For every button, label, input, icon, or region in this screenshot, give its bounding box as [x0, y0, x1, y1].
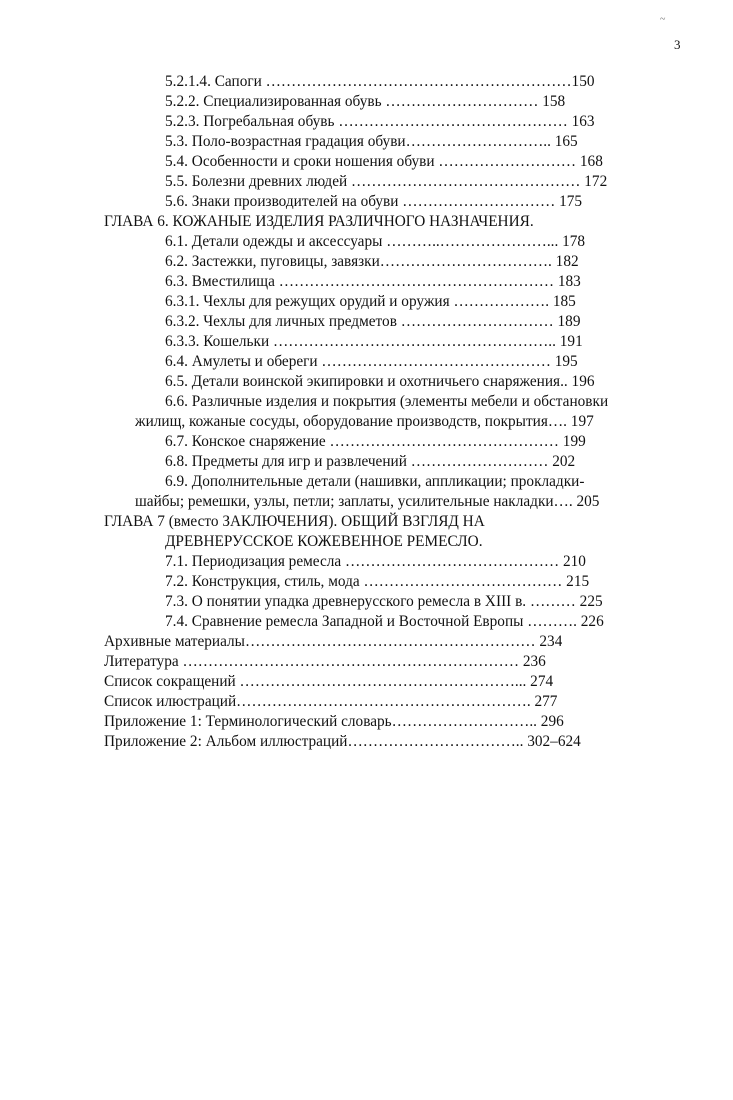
- toc-entry-6-3: 6.3. Вместилища ……………………………………………… 183: [165, 273, 581, 290]
- toc-entry-6-1: 6.1. Детали одежды и аксессуары ………..…………………... 178: [165, 233, 586, 250]
- toc-entry-6-8: 6.8. Предметы для игр и развлечений ……………………… 202: [165, 453, 576, 470]
- toc-entry-archive: Архивные материалы………………………………………………… 234: [104, 633, 563, 650]
- toc-entry-5-5: 5.5. Болезни древних людей ……………………………………… 172: [165, 173, 608, 190]
- toc-entry-6-4: 6.4. Амулеты и обереги ……………………………………… 195: [165, 353, 578, 370]
- toc-entry-5-3: 5.3. Поло-возрастная градация обуви……………………….. 165: [165, 133, 578, 150]
- toc-entry-6-3-3: 6.3.3. Кошельки ……………………………………………….. 191: [165, 333, 583, 350]
- toc-chapter-6-heading: ГЛАВА 6. КОЖАНЫЕ ИЗДЕЛИЯ РАЗЛИЧНОГО НАЗНАЧЕНИЯ.: [104, 213, 534, 230]
- toc-entry-literature: Литература ………………………………………………………… 236: [104, 653, 546, 670]
- corner-mark: ~: [660, 14, 666, 25]
- toc-entry-appendix-2: Приложение 2: Альбом иллюстраций…………………………….. 302–624: [104, 733, 581, 750]
- toc-entry-illustrations-list: Список илюстраций…………………………………………………. 277: [104, 693, 558, 710]
- page-number: 3: [674, 37, 681, 52]
- toc-entry-6-6-line-1: 6.6. Различные изделия и покрытия (элементы мебели и обстановки: [165, 393, 609, 410]
- toc-entry-appendix-1: Приложение 1: Терминологический словарь……………………….. 296: [104, 713, 564, 730]
- toc-entry-5-2-2: 5.2.2. Специализированная обувь ………………………… 158: [165, 93, 566, 110]
- toc-entry-6-3-1: 6.3.1. Чехлы для режущих орудий и оружия ………………. 185: [165, 293, 576, 310]
- toc-entry-7-1: 7.1. Периодизация ремесла …………………………………… 210: [165, 553, 586, 570]
- toc-entry-6-6-line-2: жилищ, кожаные сосуды, оборудование производств, покрытия…. 197: [135, 413, 594, 430]
- toc-chapter-7-heading-line-2: ДРЕВНЕРУССКОЕ КОЖЕВЕННОЕ РЕМЕСЛО.: [165, 533, 483, 550]
- toc-entry-6-7: 6.7. Конское снаряжение ……………………………………… 199: [165, 433, 586, 450]
- toc-entry-abbreviations: Список сокращений ………………………………………………... 274: [104, 673, 554, 690]
- toc-entry-5-6: 5.6. Знаки производителей на обуви ………………………… 175: [165, 193, 583, 210]
- toc-entry-5-2-3: 5.2.3. Погребальная обувь ……………………………………… 163: [165, 113, 595, 130]
- toc-entry-5-4: 5.4. Особенности и сроки ношения обуви ……………………… 168: [165, 153, 603, 170]
- toc-chapter-7-heading-line-1: ГЛАВА 7 (вместо ЗАКЛЮЧЕНИЯ). ОБЩИЙ ВЗГЛЯД НА: [104, 513, 485, 530]
- toc-entry-7-4: 7.4. Сравнение ремесла Западной и Восточной Европы ………. 226: [165, 613, 604, 630]
- toc-entry-7-3: 7.3. О понятии упадка древнерусского ремесла в XIII в. ……… 225: [165, 593, 603, 610]
- toc-entry-6-2: 6.2. Застежки, пуговицы, завязки……………………………. 182: [165, 253, 579, 270]
- toc-entry-6-9-line-2: шайбы; ремешки, узлы, петли; заплаты, усилительные накладки…. 205: [135, 493, 600, 510]
- toc-entry-5-2-1-4: 5.2.1.4. Сапоги ……………………………………………………150: [165, 73, 595, 90]
- toc-entry-6-5: 6.5. Детали воинской экипировки и охотничьего снаряжения.. 196: [165, 373, 595, 390]
- toc-entry-7-2: 7.2. Конструкция, стиль, мода ………………………………… 215: [165, 573, 590, 590]
- toc-entry-6-3-2: 6.3.2. Чехлы для личных предметов ………………………… 189: [165, 313, 581, 330]
- toc-entry-6-9-line-1: 6.9. Дополнительные детали (нашивки, аппликации; прокладки-: [165, 473, 585, 490]
